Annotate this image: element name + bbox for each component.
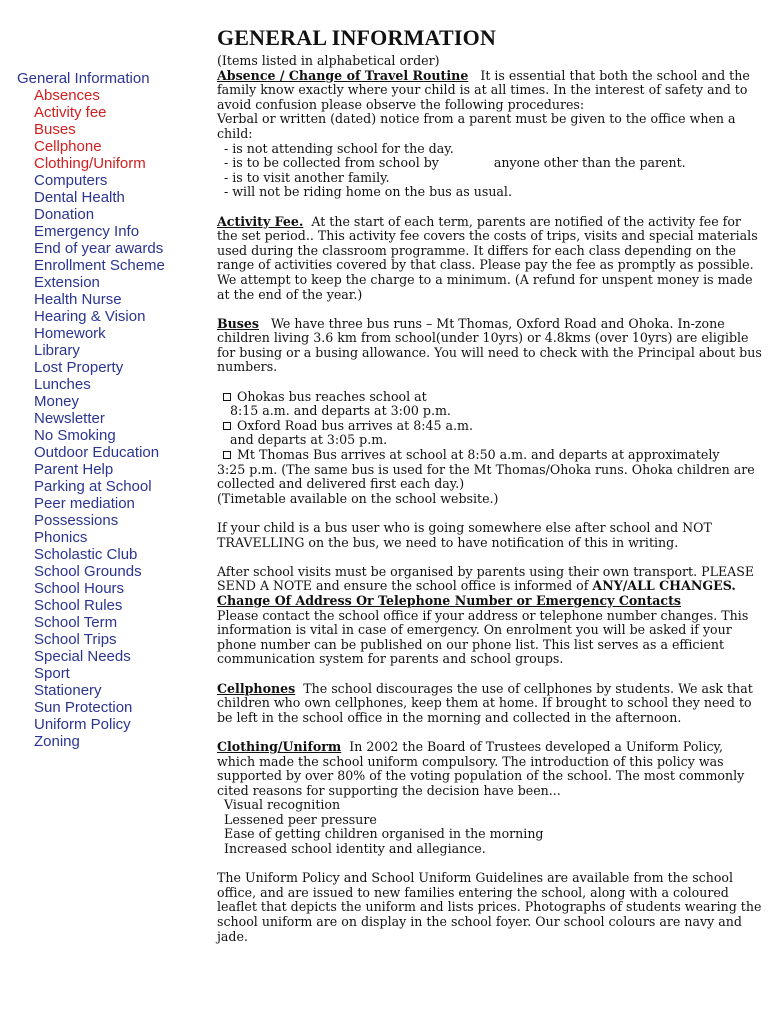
sidebar-item bbox=[17, 87, 197, 104]
sidebar-item bbox=[17, 478, 197, 495]
sidebar-item bbox=[17, 597, 197, 614]
sidebar-link-outdoor-education[interactable]: Outdoor Education bbox=[34, 444, 160, 461]
sidebar-item bbox=[17, 563, 197, 580]
sidebar-item bbox=[17, 104, 197, 121]
sidebar-item bbox=[17, 410, 197, 427]
sidebar-item bbox=[17, 427, 197, 444]
checkbox-icon bbox=[223, 422, 231, 430]
absence-bullet: - will not be riding home on the bus as usual. bbox=[224, 184, 512, 200]
section-clothing bbox=[217, 740, 765, 857]
sidebar-link-cellphone[interactable]: Cellphone bbox=[34, 138, 102, 155]
absence-bullet-part: anyone other than the parent. bbox=[493, 155, 686, 171]
sidebar-item bbox=[17, 155, 197, 172]
clothing-reason: Increased school identity and allegiance. bbox=[224, 841, 486, 857]
heading-address: Change Of Address Or Telephone Number or Emergency Contacts bbox=[217, 592, 682, 608]
checkbox-icon bbox=[223, 393, 231, 401]
sidebar-link-school-trips[interactable]: School Trips bbox=[34, 631, 117, 648]
sidebar-item bbox=[17, 223, 197, 240]
sidebar-item bbox=[17, 733, 197, 750]
heading-buses: Buses bbox=[217, 315, 259, 331]
section-absence bbox=[217, 69, 765, 200]
section-visits-address bbox=[217, 565, 765, 667]
sidebar-item bbox=[17, 614, 197, 631]
page-title: GENERAL INFORMATION bbox=[217, 25, 497, 50]
sidebar-item bbox=[17, 257, 197, 274]
sidebar-item bbox=[17, 308, 197, 325]
clothing-reason: Ease of getting children organised in the morning bbox=[224, 826, 544, 842]
sidebar-link-library[interactable]: Library bbox=[34, 342, 80, 359]
sidebar-link-stationery[interactable]: Stationery bbox=[34, 682, 102, 699]
sidebar-header[interactable]: General Information bbox=[17, 70, 150, 87]
sidebar-link-money[interactable]: Money bbox=[34, 393, 80, 410]
sidebar-link-newsletter[interactable]: Newsletter bbox=[34, 410, 105, 427]
sidebar-link-uniform-policy[interactable]: Uniform Policy bbox=[34, 716, 131, 733]
buses-body: We have three bus runs – Mt Thomas, Oxford Road and Ohoka. In-zone children living 3.6 km from school(under 10yrs) or 4.8kms (over 10yrs) are eligible for busing or a busing allowance. You will need to check with the Principal about bus numbers. bbox=[217, 315, 762, 375]
sidebar-link-school-term[interactable]: School Term bbox=[34, 614, 118, 631]
activity-body: At the start of each term, parents are notified of the activity fee for the set period.. This activity fee covers the costs of trips, visits and special materials used during the classroom programme. It differs for each class depending on the range of activities covered by that class. Please pay the fee as promptly as possible. We attempt to keep the charge to a minimum. (A refund for unspent money is made at the end of the year.) bbox=[217, 213, 758, 302]
sidebar-link-school-hours[interactable]: School Hours bbox=[34, 580, 125, 597]
clothing-reason: Visual recognition bbox=[224, 797, 341, 813]
sidebar-link-buses[interactable]: Buses bbox=[34, 121, 76, 138]
sidebar-link-lost-property[interactable]: Lost Property bbox=[34, 359, 124, 376]
uniform-guidelines: The Uniform Policy and School Uniform Guidelines are available from the school office, and are issued to new families entering the school, along with a coloured leaflet that depicts the uniform and lists prices. Photographs of students wearing the school uniform are on display in the school foyer. Our school colours are navy and jade. bbox=[217, 870, 762, 944]
sidebar-link-zoning[interactable]: Zoning bbox=[34, 733, 80, 750]
sidebar-link-peer-mediation[interactable]: Peer mediation bbox=[34, 495, 135, 512]
cellphones-body: The school discourages the use of cellphones by students. We ask that children who own cellphones, keep them at home. If brought to school they need to be left in the school office in the morning and collected in the afternoon. bbox=[217, 680, 753, 725]
bus-time-text: Mt Thomas Bus arrives at school at 8:50 a.m. and departs at approximately bbox=[237, 447, 720, 463]
sidebar-link-clothing-uniform[interactable]: Clothing/Uniform bbox=[34, 155, 146, 172]
sidebar-link-computers[interactable]: Computers bbox=[34, 172, 108, 189]
sidebar-item bbox=[17, 461, 197, 478]
sidebar-item bbox=[17, 325, 197, 342]
sidebar-link-absences[interactable]: Absences bbox=[34, 87, 100, 104]
sidebar-link-health-nurse[interactable]: Health Nurse bbox=[34, 291, 122, 308]
absence-bullet: - is not attending school for the day. bbox=[224, 140, 454, 156]
sidebar-item bbox=[17, 631, 197, 648]
sidebar-item bbox=[17, 206, 197, 223]
sidebar-link-phonics[interactable]: Phonics bbox=[34, 529, 88, 546]
section-cellphones bbox=[217, 682, 765, 726]
sidebar-link-school-rules[interactable]: School Rules bbox=[34, 597, 123, 614]
sidebar-item bbox=[17, 682, 197, 699]
timetable-note: (Timetable available on the school website.) bbox=[217, 490, 499, 506]
main-content bbox=[217, 26, 765, 959]
sidebar-item bbox=[17, 376, 197, 393]
sidebar-item bbox=[17, 512, 197, 529]
sidebar-link-donation[interactable]: Donation bbox=[34, 206, 95, 223]
checkbox-icon bbox=[223, 451, 231, 459]
sidebar-item bbox=[17, 393, 197, 410]
sidebar-link-possessions[interactable]: Possessions bbox=[34, 512, 119, 529]
sidebar-list bbox=[17, 87, 197, 750]
sidebar-item bbox=[17, 138, 197, 155]
sidebar-item bbox=[17, 495, 197, 512]
bus-time-text: Ohokas bus reaches school at bbox=[237, 388, 427, 404]
sidebar-link-activity-fee[interactable]: Activity fee bbox=[34, 104, 107, 121]
visits-note: After school visits must be organised by parents using their own transport. PLEASE SEND A NOTE and ensure the school office is informed of bbox=[217, 563, 755, 594]
sidebar-item bbox=[17, 546, 197, 563]
sidebar-item bbox=[17, 716, 197, 733]
absence-bullet-part: - is to be collected from school by bbox=[224, 155, 439, 171]
sidebar-item bbox=[17, 121, 197, 138]
sidebar-link-homework[interactable]: Homework bbox=[34, 325, 106, 342]
sidebar-item bbox=[17, 342, 197, 359]
sidebar-link-school-grounds[interactable]: School Grounds bbox=[34, 563, 142, 580]
sidebar-link-sport[interactable]: Sport bbox=[34, 665, 70, 682]
sidebar-link-lunches[interactable]: Lunches bbox=[34, 376, 91, 393]
sidebar-item bbox=[17, 665, 197, 682]
sidebar-item bbox=[17, 189, 197, 206]
heading-cellphones: Cellphones bbox=[217, 680, 296, 696]
sidebar-item bbox=[17, 580, 197, 597]
bus-user-note: If your child is a bus user who is going somewhere else after school and NOT TRAVELLING on the bus, we need to have notification of this in writing. bbox=[217, 520, 712, 550]
section-buses bbox=[217, 317, 765, 375]
section-uniform-guidelines bbox=[217, 871, 765, 944]
sidebar-link-enrollment-scheme[interactable]: Enrollment Scheme bbox=[34, 257, 165, 274]
bus-time-text: 8:15 a.m. and departs at 3:00 p.m. bbox=[230, 403, 451, 419]
sidebar-link-no-smoking[interactable]: No Smoking bbox=[34, 427, 116, 444]
heading-clothing: Clothing/Uniform bbox=[217, 738, 342, 754]
sidebar-link-special-needs[interactable]: Special Needs bbox=[34, 648, 131, 665]
absence-intro: It is essential that both the school and the family know exactly where your child is at all times. In the interest of safety and to avoid confusion please observe the following procedures: bbox=[217, 67, 750, 112]
absence-bullet: - is to visit another family. bbox=[224, 169, 390, 185]
section-bus-times bbox=[217, 390, 765, 507]
visits-emphasis: ANY/ALL CHANGES. bbox=[592, 578, 736, 594]
clothing-body: In 2002 the Board of Trustees developed a Uniform Policy, which made the school uniform compulsory. The introduction of this policy was supported by over 80% of the voting population of the school. The most commonly cited reasons for supporting the decision have been... bbox=[217, 738, 745, 798]
clothing-reason: Lessened peer pressure bbox=[224, 811, 377, 827]
sidebar-item bbox=[17, 172, 197, 189]
section-bus-user bbox=[217, 521, 765, 550]
sidebar-item bbox=[17, 240, 197, 257]
sidebar-item bbox=[17, 291, 197, 308]
bus-time-text: Oxford Road bus arrives at 8:45 a.m. bbox=[237, 417, 473, 433]
bus-time-text: 3:25 p.m. (The same bus is used for the Mt Thomas/Ohoka runs. Ohoka children are collected and delivered first each day.) bbox=[217, 461, 755, 492]
sidebar-link-sun-protection[interactable]: Sun Protection bbox=[34, 699, 133, 716]
sidebar-link-extension[interactable]: Extension bbox=[34, 274, 100, 291]
sidebar-item bbox=[17, 529, 197, 546]
absence-bullet bbox=[217, 156, 765, 171]
heading-activity-fee: Activity Fee. bbox=[217, 213, 304, 229]
sidebar-item bbox=[17, 699, 197, 716]
sidebar-link-hearing-vision[interactable]: Hearing & Vision bbox=[34, 308, 146, 325]
sidebar-link-scholastic-club[interactable]: Scholastic Club bbox=[34, 546, 138, 563]
sidebar-link-parking-at-school[interactable]: Parking at School bbox=[34, 478, 152, 495]
section-activity-fee bbox=[217, 215, 765, 303]
absence-notice: Verbal or written (dated) notice from a parent must be given to the office when a child: bbox=[217, 111, 736, 141]
address-body: Please contact the school office if your address or telephone number changes. This information is vital in case of emergency. On enrolment you will be asked if your phone number can be published on our phone list. This list serves as a efficient communication system for parents and school groups. bbox=[217, 607, 749, 667]
sidebar-item bbox=[17, 444, 197, 461]
sidebar-nav bbox=[17, 70, 197, 750]
sidebar-item bbox=[17, 274, 197, 291]
sidebar-item bbox=[17, 648, 197, 665]
subtitle: (Items listed in alphabetical order) bbox=[217, 53, 440, 68]
bus-time-text: and departs at 3:05 p.m. bbox=[230, 432, 388, 448]
heading-absence: Absence / Change of Travel Routine bbox=[217, 67, 469, 83]
sidebar-link-emergency-info[interactable]: Emergency Info bbox=[34, 223, 140, 240]
sidebar-link-end-of-year-awards[interactable]: End of year awards bbox=[34, 240, 164, 257]
sidebar-link-parent-help[interactable]: Parent Help bbox=[34, 461, 114, 478]
sidebar-link-dental-health[interactable]: Dental Health bbox=[34, 189, 125, 206]
sidebar-item bbox=[17, 359, 197, 376]
